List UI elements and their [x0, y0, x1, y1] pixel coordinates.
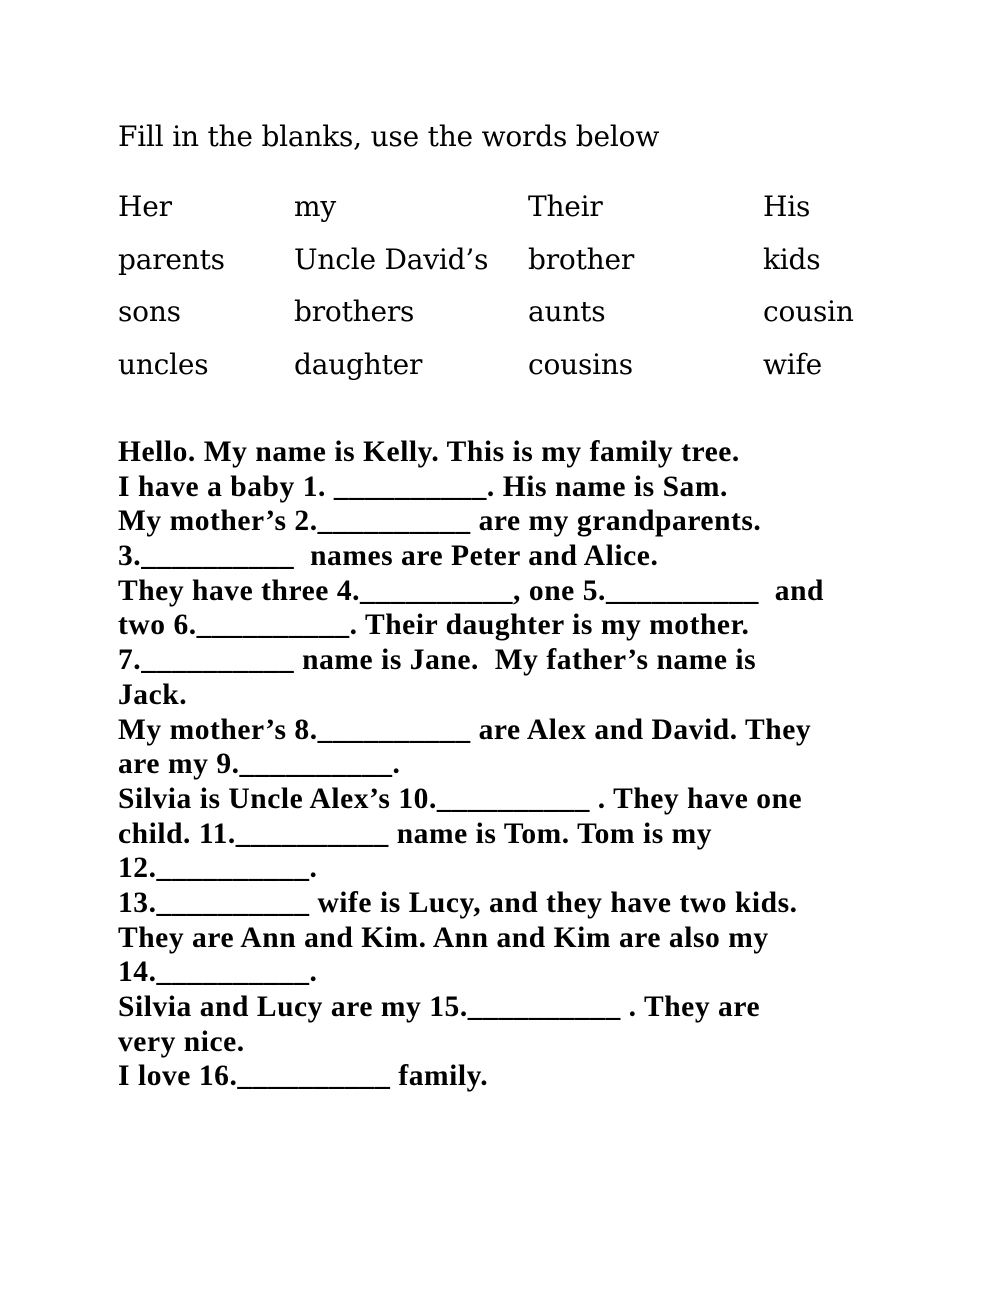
passage-line: I love 16.__________ family. — [118, 1060, 489, 1093]
word-bank-row — [118, 240, 878, 293]
passage-line: My mother’s 8.__________ are Alex and David. They — [118, 713, 812, 746]
word-bank-word: parents — [118, 242, 225, 276]
word-bank-word: Their — [528, 190, 603, 223]
passage-line: two 6.__________. Their daughter is my mother. — [118, 609, 750, 642]
word-bank-word: cousins — [528, 348, 633, 382]
passage-line: Silvia and Lucy are my 15.__________ . They are — [118, 991, 761, 1023]
word-bank-word: His — [763, 190, 811, 223]
passage-line: Silvia is Uncle Alex’s 10.__________ . They have one — [118, 782, 803, 815]
word-bank — [118, 187, 878, 398]
passage-line: They have three 4.__________, one 5.__________ and — [118, 574, 825, 607]
word-bank-word: sons — [118, 295, 181, 329]
passage-line: 14.__________. — [118, 956, 318, 989]
passage-line: very nice. — [118, 1025, 245, 1058]
word-bank-word: brothers — [294, 295, 415, 329]
word-bank-row — [118, 292, 878, 345]
word-bank-word: brother — [528, 242, 635, 276]
word-bank-word: kids — [763, 242, 821, 276]
passage-line: 13.__________ wife is Lucy, and they have two kids. — [118, 886, 798, 919]
word-bank-row — [118, 345, 878, 398]
passage-line: are my 9.__________. — [118, 748, 401, 781]
word-bank-word: aunts — [528, 295, 606, 329]
passage-line: I have a baby 1. __________. His name is Sam. — [118, 470, 728, 503]
passage-line: They are Ann and Kim. Ann and Kim are also my — [118, 921, 769, 954]
passage-line: My mother’s 2.__________ are my grandparents. — [118, 505, 762, 538]
word-bank-word: Uncle David’s — [294, 242, 489, 276]
passage-line: 12.__________. — [118, 852, 318, 885]
word-bank-word: uncles — [118, 348, 209, 382]
word-bank-row — [118, 187, 878, 240]
word-bank-word: daughter — [294, 348, 423, 382]
passage-line: 7.__________ name is Jane. My father’s name is — [118, 644, 757, 677]
passage-line: 3.__________ names are Peter and Alice. — [118, 540, 659, 573]
word-bank-word: my — [294, 190, 336, 223]
passage-line: Jack. — [118, 678, 188, 711]
word-bank-word: Her — [118, 190, 172, 223]
passage — [118, 435, 888, 1094]
passage-line: child. 11.__________ name is Tom. Tom is my — [118, 817, 713, 850]
instruction-text: Fill in the blanks, use the words below — [118, 120, 660, 153]
passage-line: Hello. My name is Kelly. This is my family tree. — [118, 436, 740, 468]
word-bank-word: wife — [763, 348, 823, 382]
word-bank-word: cousin — [763, 295, 854, 329]
